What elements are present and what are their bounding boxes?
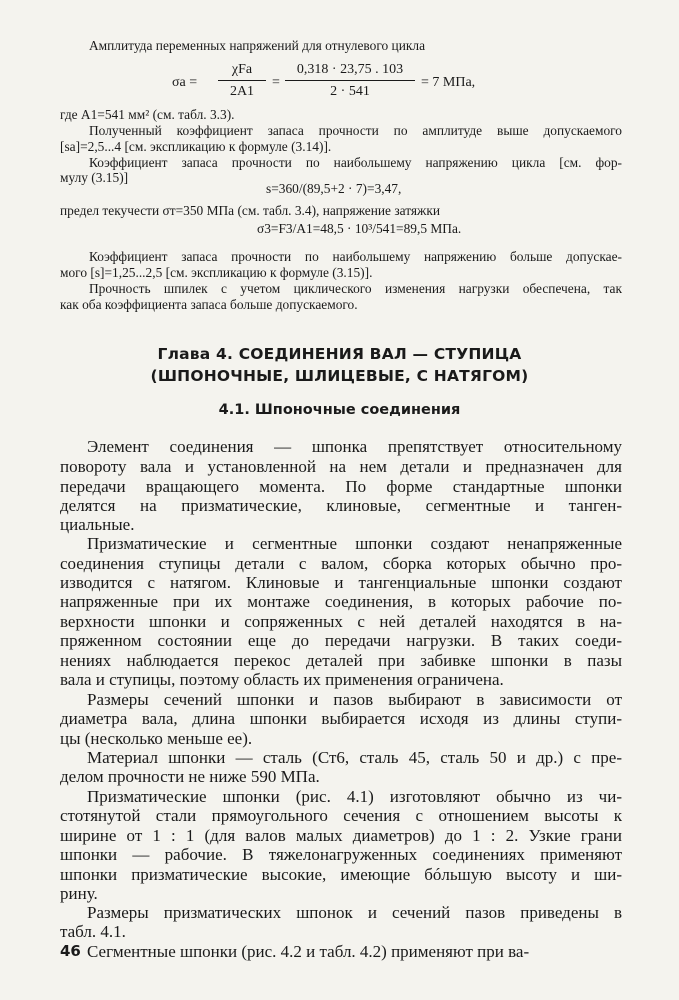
formula-result: = 7 МПа, [421,75,476,90]
body-line: Размеры сечений шпонки и пазов выбирают в зависимости от [87,690,622,709]
body-line: повороту вала и установленной на нем детали и предназначен для [60,457,622,476]
p1-line-1: Полученный коэффициент запаса прочности по амплитуде выше допускаемого [89,123,622,138]
body-line: делом прочности не ниже 590 МПа. [60,767,320,786]
body-line: изводится с натягом. Клиновые и тангенциальные шпонки создают [60,573,622,592]
amplitude-intro: Амплитуда переменных напряжений для отнулевого цикла [89,38,426,53]
body-line: ширине от 1 : 1 (для валов малых диаметров) до 1 : 2. Узкие грани [60,826,622,845]
body-line: стотянутой стали прямоугольного сечения с отношением высоты к [60,806,622,825]
p4-line-1: Прочность шпилек с учетом циклического изменения нагрузки обеспечена, так [89,281,622,296]
fraction-2 [285,62,415,100]
body-line: напряженные при их монтаже соединения, в которых рабочие по- [60,592,622,611]
chapter-title-line-2: (ШПОНОЧНЫЕ, ШЛИЦЕВЫЕ, С НАТЯГОМ) [150,367,529,385]
body-line: табл. 4.1. [60,922,126,941]
body-line: циальные. [60,515,135,534]
page-number: 46 [60,942,81,960]
fraction-2-denominator: 2 · 541 [330,84,370,99]
body-line: Сегментные шпонки (рис. 4.2 и табл. 4.2) применяют при ва- [87,942,530,961]
p3-line-2: мого [s]=1,25...2,5 [см. экспликацию к формуле (3.15)]. [60,265,373,280]
fraction-1-bar [218,80,266,81]
fraction-1 [218,62,266,100]
body-line: шпонки — рабочие. В тяжелонагруженных соединениях применяют [60,845,622,864]
formula-s: s=360/(89,5+2 · 7)=3,47, [266,181,402,196]
body-line: Элемент соединения — шпонка препятствует относительному [87,437,622,456]
body-line: верхности шпонки и сопряженных с ней деталей находятся в на- [60,612,622,631]
body-line: шпонки призматические высокие, имеющие бóльшую высоту и ши- [60,865,622,884]
fraction-2-numerator: 0,318 · 23,75 . 103 [296,62,404,77]
body-line: передачи вращающего момента. По форме стандартные шпонки [60,477,622,496]
body-line: делятся на призматические, клиновые, сегментные и танген- [60,496,622,515]
yield-line: предел текучести σт=350 МПа (см. табл. 3.4), напряжение затяжки [60,203,440,218]
fraction-2-bar [285,80,415,81]
fraction-1-numerator: χFa [231,62,253,77]
body-line: цы (несколько меньше ее). [60,729,253,748]
formula-sigma3: σ3=F3/A1=48,5 · 10³/541=89,5 МПа. [257,221,462,236]
p4-line-2: как оба коэффициента запаса больше допускаемого. [60,297,358,312]
body-line: вала и ступицы, поэтому область их применения ограничена. [60,670,504,689]
body-line: Призматические шпонки (рис. 4.1) изготовляют обычно из чи- [87,787,622,806]
chapter-title-line-1: Глава 4. СОЕДИНЕНИЯ ВАЛ — СТУПИЦА [157,345,522,363]
body-line: нениях наблюдается перекос деталей при забивке шпонки в пазы [60,651,622,670]
p1-line-2: [sa]=2,5...4 [см. экспликацию к формуле (3.14)]. [60,139,332,154]
body-line: Размеры призматических шпонок и сечений пазов приведены в [87,903,622,922]
p2-line-2: мулу (3.15)] [60,170,129,185]
fraction-1-denominator: 2A1 [229,84,255,99]
p2-line-1: Коэффициент запаса прочности по наибольшему напряжению цикла [см. фор- [89,155,622,170]
body-line: соединения ступицы детали с валом, сборка которых обычно про- [60,554,622,573]
where-line: где A1=541 мм² (см. табл. 3.3). [60,107,235,122]
body-line: диаметра вала, длина шпонки выбирается исходя из длины ступи- [60,709,622,728]
body-line: Материал шпонки — сталь (Ст6, сталь 45, сталь 50 и др.) с пре- [87,748,622,767]
p3-line-1: Коэффициент запаса прочности по наибольшему напряжению больше допускае- [89,249,622,264]
body-line: Призматические и сегментные шпонки создают ненапряженные [87,534,622,553]
section-title: 4.1. Шпоночные соединения [218,402,461,418]
body-line: рину. [60,884,98,903]
formula-equals: = [272,75,280,90]
formula-lhs: σa = [172,75,198,90]
body-line: пряженном состоянии еще до передачи нагрузки. В таких соеди- [60,631,622,650]
